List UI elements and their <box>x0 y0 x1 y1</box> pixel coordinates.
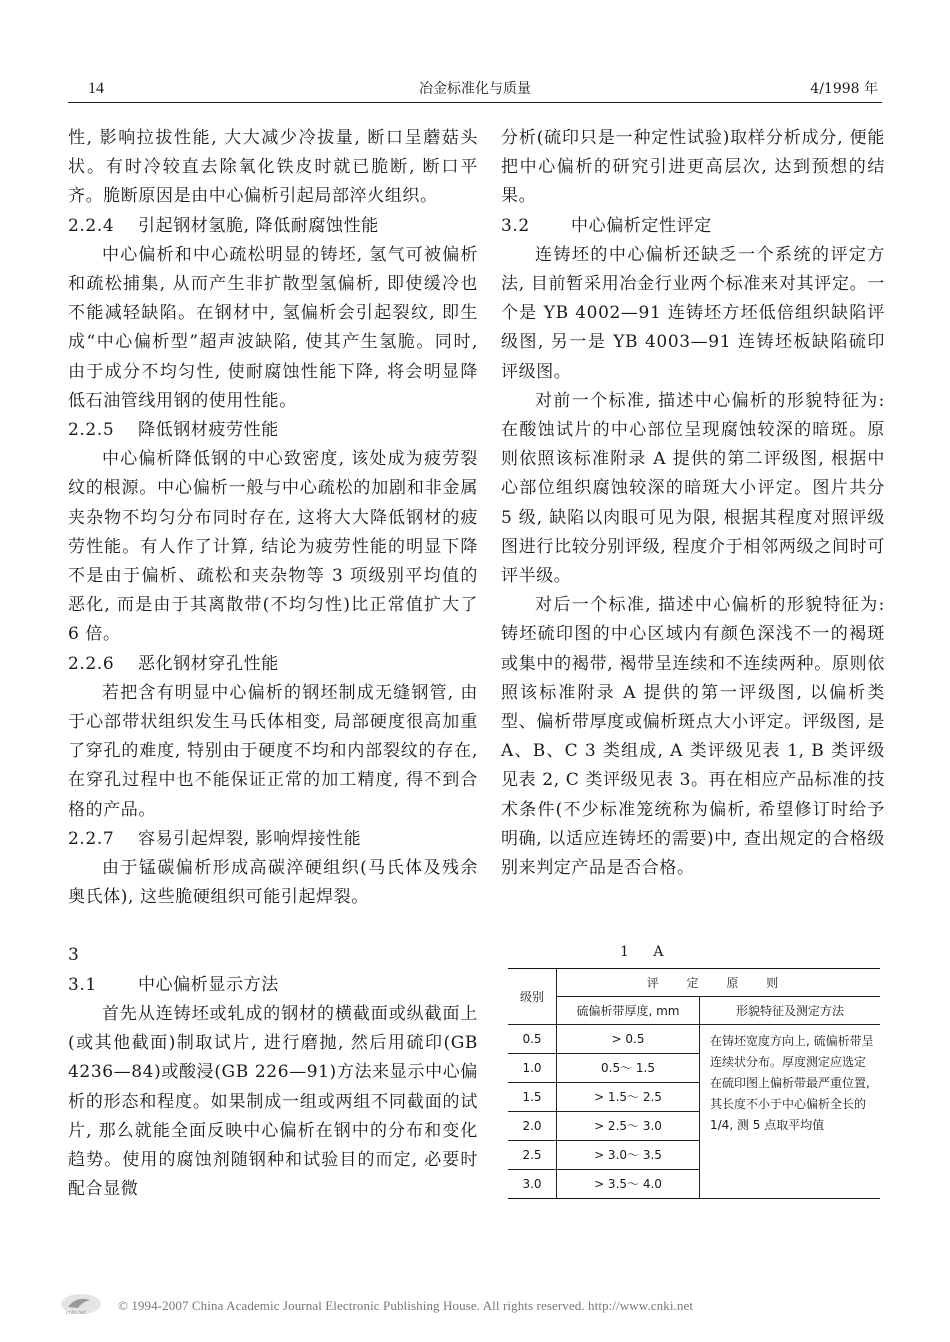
grade-cell: 1.0 <box>508 1054 557 1083</box>
section-title: 引起钢材氢脆, 降低耐腐蚀性能 <box>138 215 379 236</box>
section-heading <box>68 212 478 241</box>
thickness-cell: > 0.5 <box>557 1025 700 1054</box>
table-row <box>508 1025 880 1054</box>
paragraph: 对后一个标准, 描述中心偏析的形貌特征为: 铸坯硫印图的中心区域内有颜色深浅不一的褐斑或集中的褐带, 褐带呈连续和不连续两种。原则依照该标准附录 A 提供的第一评级图, 以偏析类型、偏析带厚度或偏析斑点大小评定。评级图, 是 A、B、C 3 类组成, A 类评级见表 1, B 类评级见表 2, C 类评级见表 3。再在相应产品标准的技术条件(不少标准笼统称为偏析, 希望修订时给予明确, 以适应连铸坯的需要)中, 查出规定的合格级别来判定产品是否合格。 <box>501 595 885 879</box>
header-thickness: 硫偏析带厚度, mm <box>557 997 700 1025</box>
paragraph: 首先从连铸坯或轧成的钢材的横截面或纵截面上(或其他截面)制取试片, 进行磨抛, 然后用硫印(GB 4236—84)或酸浸(GB 226—91)方法来显示中心偏析的形态和程度。如果制成一组或两组不同截面的试片, 那么就能全面反映中心偏析在钢中的分布和变化趋势。使用的腐蚀剂随钢种和试验目的而定, 必要时配合显微 <box>68 1003 478 1200</box>
cnki-logo-icon <box>60 1292 102 1316</box>
section-heading <box>68 650 478 679</box>
grade-cell: 2.0 <box>508 1112 557 1141</box>
section-number: 3 <box>68 945 80 966</box>
paragraph: 由于锰碳偏析形成高碳淬硬组织(马氏体及残余奥氏体), 这些脆硬组织可能引起焊裂。 <box>68 858 478 908</box>
section-number: 2.2.7 <box>68 828 115 849</box>
grade-cell: 2.5 <box>508 1141 557 1170</box>
section-heading <box>68 825 478 854</box>
section-heading <box>68 941 478 970</box>
header-grade: 级别 <box>508 969 557 1025</box>
paragraph: 性, 影响拉拔性能, 大大减少冷拔量, 断口呈蘑菇头状。有时冷较直去除氧化铁皮时就已脆断, 断口平齐。脆断原因是由中心偏析引起局部淬火组织。 <box>68 128 478 207</box>
section-number: 2.2.5 <box>68 420 115 441</box>
grading-table <box>508 968 880 1199</box>
footer <box>60 1290 890 1320</box>
running-header <box>68 76 882 102</box>
table-caption: 1 A <box>620 944 674 960</box>
section-title: 容易引起焊裂, 影响焊接性能 <box>138 828 362 849</box>
issue-label: 4/1998 年 <box>810 81 878 97</box>
paragraph: 对前一个标准, 描述中心偏析的形貌特征为: 在酸蚀试片的中心部位呈现腐蚀较深的暗斑。原则依照该标准附录 A 提供的第二评级图, 根据中心部位组织腐蚀较深的暗斑大小评定。图片共分 5 级, 缺陷以肉眼可见为限, 根据其程度对照评级图进行比较分别评级, 程度介于相邻两级之间时可评半级。 <box>501 390 885 587</box>
thickness-cell: > 2.5～ 3.0 <box>557 1112 700 1141</box>
section-title: 中心偏析定性评定 <box>571 215 712 236</box>
svg-text:cnki.net: cnki.net <box>66 1310 86 1316</box>
thickness-cell: > 3.5～ 4.0 <box>557 1170 700 1199</box>
thickness-cell: > 3.0～ 3.5 <box>557 1141 700 1170</box>
journal-title: 冶金标准化与质量 <box>419 81 531 97</box>
section-number: 3.1 <box>68 974 97 995</box>
paragraph: 分析(硫印只是一种定性试验)取样分析成分, 便能把中心偏析的研究引进更高层次, 达到预想的结果。 <box>501 128 885 207</box>
grade-cell: 0.5 <box>508 1025 557 1054</box>
section-title: 中心偏析显示方法 <box>138 974 279 995</box>
paragraph: 若把含有明显中心偏析的钢坯制成无缝钢管, 由于心部带状组织发生马氏体相变, 局部硬度很高加重了穿孔的难度, 特别由于硬度不均和内部裂纹的存在, 在穿孔过程中也不能保证正常的加工精度, 得不到合格的产品。 <box>68 682 478 820</box>
method-description-cell: 在铸坯宽度方向上, 硫偏析带呈连续状分布。厚度测定应选定在硫印图上偏析带最严重位置, 其长度不小于中心偏析全长的 1/4, 测 5 点取平均值 <box>700 1025 881 1199</box>
header-principle: 评 定 原 则 <box>557 969 881 997</box>
left-column <box>68 124 478 1204</box>
section-heading <box>501 212 885 241</box>
paragraph: 连铸坯的中心偏析还缺乏一个系统的评定方法, 目前暂采用冶金行业两个标准来对其评定。一个是 YB 4002—91 连铸坯方坯低倍组织缺陷评级图, 另一是 YB 4003—91 连铸坯板缺陷硫印评级图。 <box>501 244 885 382</box>
section-number: 2.2.6 <box>68 653 115 674</box>
header-rule <box>68 102 882 103</box>
paragraph: 中心偏析降低钢的中心致密度, 该处成为疲劳裂纹的根源。中心偏析一般与中心疏松的加剧和非金属夹杂物不均匀分布同时存在, 这将大大降低钢材的疲劳性能。有人作了计算, 结论为疲劳性能的明显下降不是由于偏析、疏松和夹杂物等 3 项级别平均值的恶化, 而是由于其离散带(不均匀性)比正常值扩大了 6 倍。 <box>68 449 478 645</box>
section-number: 3.2 <box>501 215 530 236</box>
section-heading <box>68 971 478 1000</box>
paragraph: 中心偏析和中心疏松明显的铸坯, 氢气可被偏析和疏松捕集, 从而产生非扩散型氢偏析, 即使缓冷也不能减轻缺陷。在钢材中, 氢偏析会引起裂纹, 即生成“中心偏析型”超声波缺陷, 使其产生氢脆。同时, 由于成分不均匀性, 使耐腐蚀性能下降, 将会明显降低石油管线用钢的使用性能。 <box>68 244 478 411</box>
thickness-cell: 0.5～ 1.5 <box>557 1054 700 1083</box>
copyright-text: © 1994-2007 China Academic Journal Electronic Publishing House. All rights reserved. http://www.cnki.net <box>118 1298 694 1313</box>
section-title: 恶化钢材穿孔性能 <box>138 653 279 674</box>
grade-cell: 1.5 <box>508 1083 557 1112</box>
right-column <box>501 124 885 883</box>
section-number: 2.2.4 <box>68 215 115 236</box>
section-heading <box>68 416 478 445</box>
page-number: 14 <box>88 80 104 97</box>
header-method: 形貌特征及测定方法 <box>700 997 881 1025</box>
grade-cell: 3.0 <box>508 1170 557 1199</box>
section-title: 降低钢材疲劳性能 <box>138 420 279 441</box>
thickness-cell: > 1.5～ 2.5 <box>557 1083 700 1112</box>
section-spacer <box>68 912 478 941</box>
